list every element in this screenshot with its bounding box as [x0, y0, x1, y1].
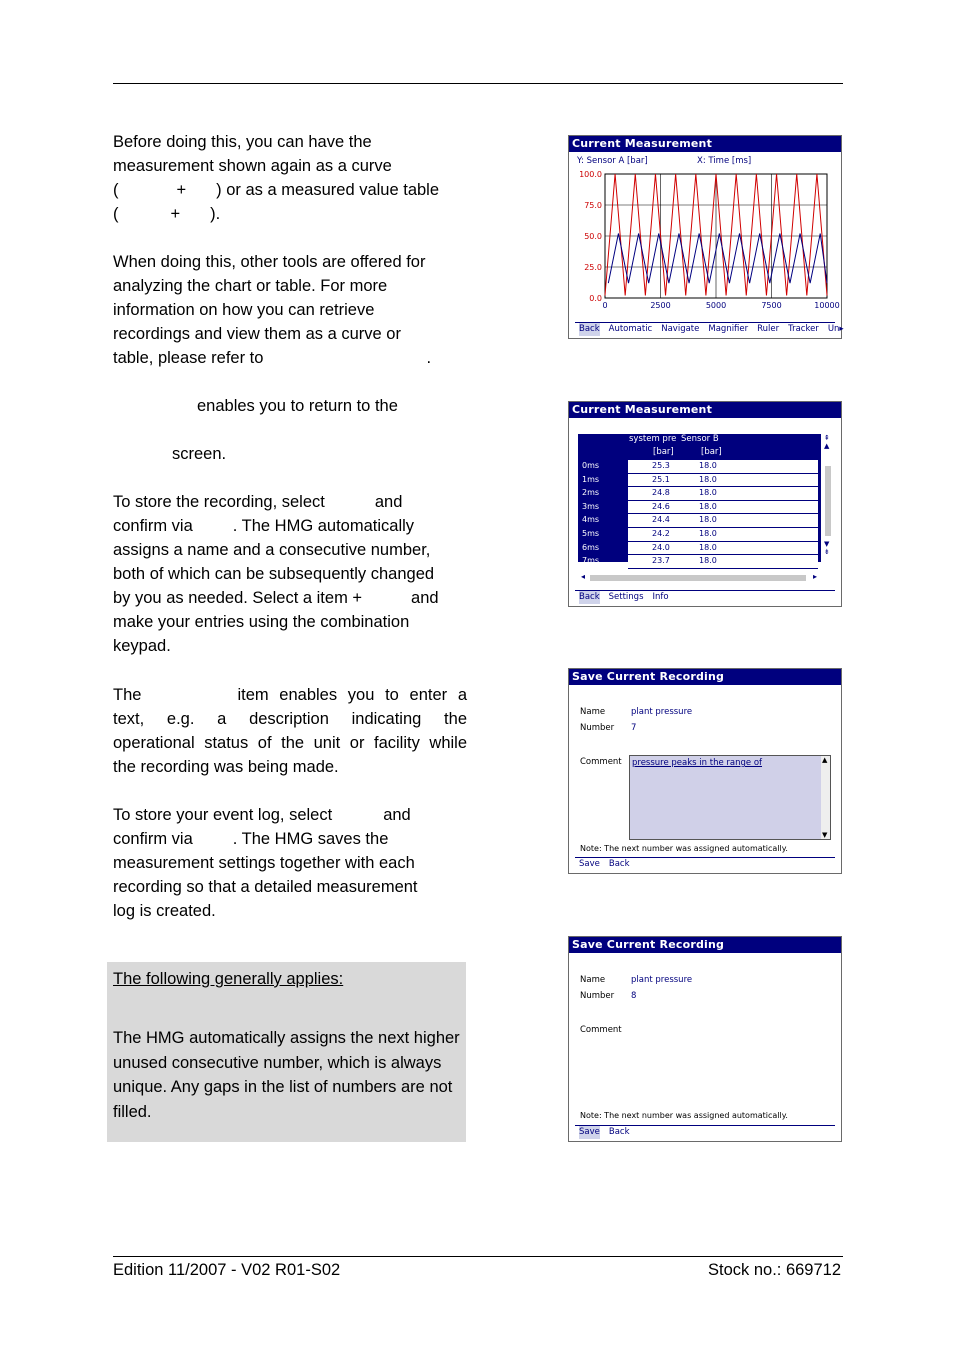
- header-rule: [113, 83, 843, 84]
- name-label: Name: [580, 707, 606, 717]
- cell-system-pressure: 23.7: [652, 556, 670, 566]
- row-time: 4ms: [582, 515, 600, 525]
- paragraph-tools: [113, 250, 467, 370]
- text-line: information on how you can retrieve: [113, 301, 375, 319]
- x-tick-label: 2500: [650, 301, 671, 310]
- text-line: enables you to return to the: [197, 397, 398, 415]
- screen-title: Current Measurement: [569, 136, 841, 152]
- scroll-up-icon[interactable]: ▲: [822, 756, 828, 764]
- x-tick-label: 0: [602, 301, 608, 310]
- number-value[interactable]: 8: [631, 991, 637, 1001]
- menu-back[interactable]: Back: [608, 859, 630, 869]
- paragraph-store-recording: [113, 490, 467, 658]
- footer-rule: [113, 1256, 843, 1257]
- screen-table: [568, 401, 842, 607]
- row-cells: [628, 487, 818, 501]
- menu-ruler[interactable]: Ruler: [757, 324, 780, 334]
- pressure-chart: [569, 169, 841, 324]
- x-tick-label: 5000: [705, 301, 727, 310]
- x-axis-label: X: Time [ms]: [697, 156, 752, 166]
- paragraph-event-log: [113, 803, 467, 923]
- row-cells: [628, 542, 818, 556]
- text-line: The item enables you to enter a: [113, 686, 467, 704]
- text-line: confirm via . The HMG automatically: [113, 517, 415, 535]
- text-line: measurement shown again as a curve: [113, 157, 392, 175]
- screen-save: [568, 936, 842, 1142]
- table-row[interactable]: [578, 487, 821, 501]
- number-label: Number: [580, 723, 615, 733]
- col-unit-2: [bar]: [701, 447, 722, 457]
- name-value[interactable]: plant pressure: [631, 975, 693, 985]
- name-label: Name: [580, 975, 606, 985]
- scroll-top-icon[interactable]: ⇞ ▲: [824, 434, 830, 450]
- row-time: 6ms: [582, 542, 600, 552]
- comment-label: Comment: [580, 1025, 622, 1035]
- scrollbar-vertical[interactable]: [821, 756, 830, 839]
- note-text: Note: The next number was assigned automatically.: [580, 1111, 788, 1120]
- text-line: To store your event log, select and: [113, 806, 411, 824]
- scroll-right-icon[interactable]: ▸: [812, 572, 817, 581]
- col-header-2: Sensor B: [681, 434, 719, 444]
- text-line: recordings and view them as a curve or: [113, 325, 401, 343]
- row-time: 5ms: [582, 528, 600, 538]
- scrollbar-horizontal[interactable]: [581, 574, 817, 582]
- table-row[interactable]: [578, 474, 821, 488]
- menu-save[interactable]: Save: [579, 1127, 600, 1137]
- x-tick-label: 10000: [814, 301, 840, 310]
- cell-system-pressure: 24.6: [652, 501, 670, 511]
- text-line: measurement settings together with each: [113, 854, 415, 872]
- table-row[interactable]: [578, 460, 821, 474]
- text-line: log is created.: [113, 902, 216, 920]
- cell-system-pressure: 24.4: [652, 515, 670, 525]
- menu-bar: [575, 322, 844, 336]
- cell-sensor-b: 18.0: [699, 488, 717, 498]
- text-line: operational status of the unit or facility while: [113, 734, 467, 752]
- row-cells: [628, 460, 818, 474]
- x-tick-label: 7500: [761, 301, 782, 310]
- table-body: [578, 460, 821, 569]
- footer-stock-number: Stock no.: 669712: [707, 1261, 841, 1279]
- number-value[interactable]: 7: [631, 723, 637, 733]
- table-row[interactable]: [578, 555, 821, 569]
- text-line: both of which can be subsequently changed: [113, 565, 435, 583]
- row-time: 3ms: [582, 501, 600, 511]
- text-line: keypad.: [113, 637, 171, 655]
- screen-title: Current Measurement: [569, 402, 841, 418]
- number-label: Number: [580, 991, 615, 1001]
- text-line: make your entries using the combination: [113, 613, 410, 631]
- text-line: ( + ).: [113, 205, 221, 223]
- row-time: 2ms: [582, 488, 600, 498]
- text-line: the recording was being made.: [113, 758, 339, 776]
- row-cells: [628, 474, 818, 488]
- menu-settings[interactable]: Settings: [608, 592, 644, 602]
- row-time: 0ms: [582, 461, 600, 470]
- scroll-down-icon[interactable]: ▼: [822, 831, 828, 839]
- menu-automatic[interactable]: Automatic: [608, 324, 653, 334]
- footer-edition: Edition 11/2007 - V02 R01-S02: [113, 1261, 341, 1279]
- text-line: text, e.g. a description indicating the: [113, 710, 467, 728]
- paragraph-back: [113, 394, 467, 466]
- scroll-left-icon[interactable]: ◂: [581, 572, 586, 581]
- comment-textarea[interactable]: [629, 755, 831, 840]
- menu-back[interactable]: Back: [579, 324, 600, 334]
- menu-magnifier[interactable]: Magnifier: [708, 324, 749, 334]
- name-value[interactable]: plant pressure: [631, 707, 693, 717]
- paragraph-comment: [113, 683, 467, 779]
- table-row[interactable]: [578, 501, 821, 515]
- row-time: 7ms: [582, 556, 600, 566]
- arrow-right-icon: ▸: [839, 324, 844, 334]
- note-box: [107, 962, 466, 1142]
- note-body: The HMG automatically assigns the next higher unused consecutive number, which is always unique. Any gaps in the list of numbers are not filled.: [113, 1029, 460, 1121]
- menu-tracker[interactable]: Tracker: [788, 324, 819, 334]
- scroll-track[interactable]: [590, 575, 806, 581]
- text-line: recording so that a detailed measurement: [113, 878, 418, 896]
- table-row[interactable]: [578, 514, 821, 528]
- note-heading: The following generally applies:: [113, 970, 344, 988]
- menu-more[interactable]: Un▸: [827, 324, 844, 334]
- menu-back[interactable]: Back: [579, 592, 600, 602]
- comment-label: Comment: [580, 757, 622, 767]
- screen-title: Save Current Recording: [569, 669, 841, 685]
- cell-sensor-b: 18.0: [699, 501, 717, 511]
- text-line: by you as needed. Select a item + and: [113, 589, 439, 607]
- cell-sensor-b: 18.0: [699, 515, 717, 525]
- text-line: To store the recording, select and: [113, 493, 403, 511]
- scroll-bottom-icon[interactable]: ▼ ⇟: [824, 540, 830, 556]
- text-line: screen.: [172, 445, 227, 463]
- y-tick-label: 50.0: [584, 232, 602, 241]
- row-cells: [628, 528, 818, 542]
- y-axis-label: Y: Sensor A [bar]: [577, 156, 648, 166]
- text-line: assigns a name and a consecutive number,: [113, 541, 431, 559]
- text-line: [113, 418, 467, 442]
- text-line: When doing this, other tools are offered for: [113, 253, 426, 271]
- row-cells: [628, 501, 818, 515]
- comment-value: pressure peaks in the range of: [632, 758, 763, 768]
- table-row[interactable]: [578, 528, 821, 542]
- paragraph-curve-table: [113, 130, 467, 226]
- row-time: 1ms: [582, 474, 600, 484]
- cell-sensor-b: 18.0: [699, 542, 717, 552]
- row-cells: [628, 514, 818, 528]
- cell-system-pressure: 24.2: [652, 528, 670, 538]
- screen-save-comment: [568, 668, 842, 874]
- y-tick-label: 100.0: [579, 170, 602, 179]
- text-line: confirm via . The HMG saves the: [113, 830, 389, 848]
- col-unit-1: [bar]: [653, 447, 674, 457]
- text-line: analyzing the chart or table. For more: [113, 277, 388, 295]
- text-line: table, please refer to .: [113, 349, 432, 367]
- menu-bar: [575, 857, 835, 871]
- cell-system-pressure: 25.3: [652, 461, 670, 470]
- scroll-track[interactable]: [825, 466, 831, 536]
- y-tick-label: 75.0: [584, 201, 602, 210]
- menu-navigate[interactable]: Navigate: [661, 324, 700, 334]
- menu-bar: [575, 590, 835, 604]
- row-cells: [628, 555, 818, 569]
- note-text: Note: The next number was assigned automatically.: [580, 844, 788, 853]
- menu-bar: [575, 1125, 835, 1139]
- cell-sensor-b: 18.0: [699, 528, 717, 538]
- scrollbar-vertical[interactable]: [824, 434, 833, 564]
- cell-system-pressure: 24.8: [652, 488, 670, 498]
- menu-back[interactable]: Back: [608, 1127, 630, 1137]
- menu-info[interactable]: Info: [652, 592, 669, 602]
- y-tick-label: 25.0: [584, 263, 602, 272]
- col-header-1: system pre: [629, 434, 677, 444]
- screen-title: Save Current Recording: [569, 937, 841, 953]
- cell-system-pressure: 25.1: [652, 474, 670, 484]
- cell-sensor-b: 18.0: [699, 461, 717, 470]
- cell-sensor-b: 18.0: [699, 474, 717, 484]
- text-line: Before doing this, you can have the: [113, 133, 372, 151]
- cell-system-pressure: 24.0: [652, 542, 670, 552]
- screen-curve: [568, 135, 842, 339]
- menu-save[interactable]: Save: [579, 859, 600, 869]
- table-row[interactable]: [578, 542, 821, 556]
- text-line: ( + ) or as a measured value table: [113, 181, 440, 199]
- y-tick-label: 0.0: [589, 294, 602, 303]
- cell-sensor-b: 18.0: [699, 556, 717, 566]
